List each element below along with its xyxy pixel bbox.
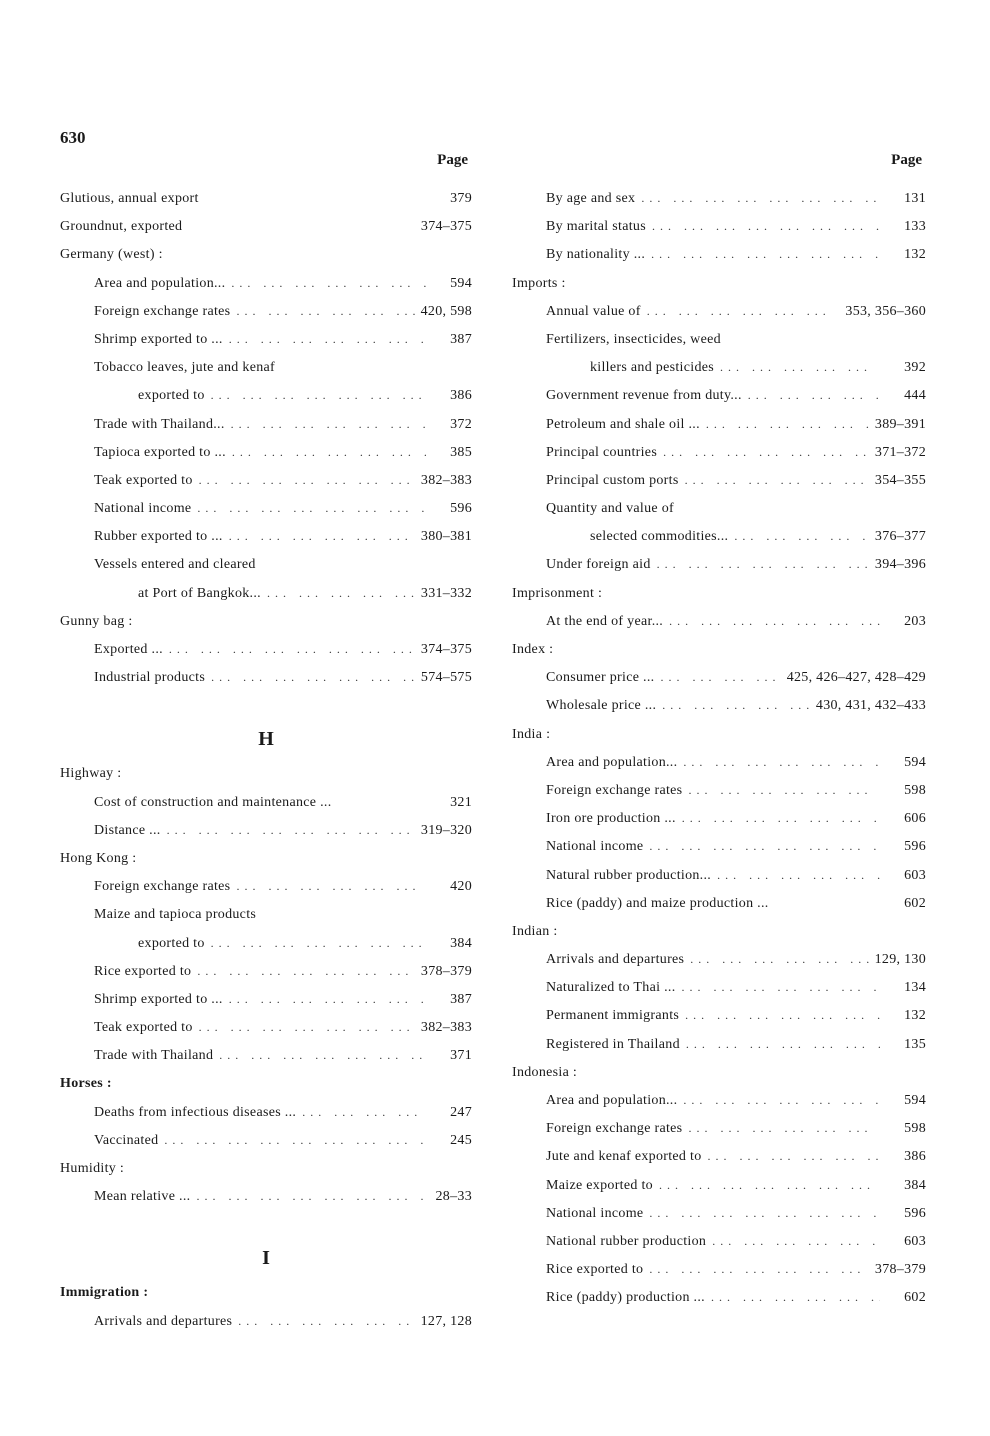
page-ref: 131 bbox=[904, 191, 926, 206]
leader-dots bbox=[229, 985, 426, 1013]
index-entry bbox=[512, 861, 926, 889]
leader-dots bbox=[197, 957, 415, 985]
page-ref: 321 bbox=[450, 794, 472, 810]
leader-dots bbox=[720, 353, 880, 381]
leader-dots bbox=[663, 438, 869, 466]
entry-text: Area and population... bbox=[94, 275, 226, 291]
entry-text: Immigration : bbox=[60, 1285, 149, 1301]
entry-text: Highway : bbox=[60, 766, 122, 782]
entry-text: Rice exported to bbox=[94, 963, 192, 979]
leader-dots bbox=[682, 973, 881, 1001]
page-ref: 353, 356–360 bbox=[845, 303, 926, 319]
index-heading bbox=[60, 607, 472, 635]
leader-dots bbox=[199, 466, 415, 494]
entry-text: Registered in Thailand bbox=[546, 1036, 680, 1052]
index-entry bbox=[512, 1030, 926, 1058]
page-ref: 382–383 bbox=[420, 1020, 472, 1036]
page-ref: 598 bbox=[904, 1121, 926, 1137]
entry-text: Exported ... bbox=[94, 642, 163, 657]
page-ref: 606 bbox=[904, 811, 926, 827]
index-entry bbox=[512, 607, 926, 635]
page-ref: 420 bbox=[450, 879, 472, 895]
entry-text: Naturalized to Thai ... bbox=[546, 980, 676, 996]
index-heading bbox=[60, 1154, 472, 1182]
entry-text: Hong Kong : bbox=[60, 850, 137, 866]
page-ref: 127, 128 bbox=[420, 1313, 472, 1329]
page-ref: 247 bbox=[450, 1104, 472, 1120]
page-ref: 129, 130 bbox=[874, 952, 926, 968]
entry-text: By nationality ... bbox=[546, 247, 646, 263]
leader-dots bbox=[229, 522, 415, 550]
section-spacer bbox=[60, 1210, 472, 1238]
entry-text: National rubber production bbox=[546, 1233, 707, 1249]
index-entry bbox=[60, 1013, 472, 1041]
entry-text: Iron ore production ... bbox=[546, 811, 676, 827]
leader-dots bbox=[236, 297, 414, 325]
entry-text: Permanent immigrants bbox=[546, 1008, 680, 1024]
index-heading bbox=[512, 579, 926, 607]
entry-text: Tapioca exported to ... bbox=[94, 444, 226, 460]
leader-dots bbox=[711, 1283, 880, 1311]
index-entry bbox=[60, 269, 472, 297]
index-entry bbox=[60, 788, 472, 816]
page-ref: 596 bbox=[904, 839, 926, 855]
page-ref: 430, 431, 432–433 bbox=[815, 698, 926, 714]
leader-dots bbox=[683, 1086, 880, 1114]
leader-dots bbox=[197, 494, 426, 522]
index-entry bbox=[512, 832, 926, 860]
index-heading bbox=[512, 635, 926, 663]
entry-text: National income bbox=[94, 501, 192, 517]
entry-text: Rubber exported to ... bbox=[94, 529, 223, 545]
entry-text: Shrimp exported to ... bbox=[94, 991, 223, 1007]
entry-text: Foreign exchange rates bbox=[94, 303, 231, 319]
entry-text: Indian : bbox=[512, 923, 558, 939]
leader-dots bbox=[660, 663, 780, 691]
index-entry bbox=[60, 353, 472, 381]
index-entry bbox=[512, 494, 926, 522]
leader-dots bbox=[211, 381, 426, 409]
page-ref: 596 bbox=[450, 501, 472, 517]
index-entries-left bbox=[60, 184, 472, 1335]
index-entry bbox=[60, 325, 472, 353]
page-header-label: Page bbox=[891, 152, 922, 168]
entry-text: Deaths from infectious diseases ... bbox=[94, 1104, 297, 1120]
index-entry bbox=[512, 297, 926, 325]
index-column-left bbox=[60, 150, 472, 1335]
page-ref: 386 bbox=[450, 388, 472, 404]
entry-text: Government revenue from duty... bbox=[546, 388, 742, 404]
index-entry bbox=[512, 1001, 926, 1029]
leader-dots bbox=[211, 929, 426, 957]
index-heading bbox=[512, 269, 926, 297]
entry-text: Index : bbox=[512, 642, 554, 657]
leader-dots bbox=[167, 816, 415, 844]
page-ref: 132 bbox=[904, 247, 926, 263]
entry-text: Wholesale price ... bbox=[546, 698, 657, 714]
index-heading bbox=[512, 720, 926, 748]
index-entry bbox=[60, 1098, 472, 1126]
index-entry bbox=[60, 297, 472, 325]
index-entry bbox=[60, 1041, 472, 1069]
entry-text: Tobacco leaves, jute and kenaf bbox=[94, 360, 275, 376]
index-entry bbox=[60, 663, 472, 691]
page-ref: 594 bbox=[904, 754, 926, 770]
page-ref: 331–332 bbox=[420, 585, 472, 601]
index-heading bbox=[60, 844, 472, 872]
entry-text: Horses : bbox=[60, 1076, 112, 1092]
index-entry bbox=[512, 1255, 926, 1283]
index-entry bbox=[512, 889, 926, 917]
entry-text: Natural rubber production... bbox=[546, 867, 712, 883]
entry-text: Mean relative ... bbox=[94, 1189, 191, 1205]
index-heading bbox=[60, 212, 472, 240]
leader-dots bbox=[734, 522, 869, 550]
index-entry bbox=[512, 1171, 926, 1199]
page-ref: 319–320 bbox=[420, 822, 472, 838]
page-ref: 133 bbox=[904, 219, 926, 235]
leader-dots bbox=[267, 579, 415, 607]
leader-dots bbox=[688, 1114, 880, 1142]
index-entry bbox=[60, 466, 472, 494]
index-entry bbox=[512, 973, 926, 1001]
index-entry bbox=[512, 1114, 926, 1142]
index-entry bbox=[512, 748, 926, 776]
leader-dots bbox=[211, 663, 415, 691]
section-spacer bbox=[60, 691, 472, 719]
leader-dots bbox=[706, 410, 869, 438]
leader-dots bbox=[662, 691, 810, 719]
entry-text: Imprisonment : bbox=[512, 585, 603, 601]
page-ref: 378–379 bbox=[874, 1262, 926, 1278]
index-entry bbox=[512, 1086, 926, 1114]
leader-dots bbox=[652, 212, 880, 240]
entry-text: Rice exported to bbox=[546, 1262, 644, 1278]
index-entry bbox=[512, 945, 926, 973]
entry-text: Vaccinated bbox=[94, 1132, 159, 1148]
page-ref: 603 bbox=[904, 1233, 926, 1249]
entry-text: exported to bbox=[138, 935, 205, 951]
page-ref: 371 bbox=[450, 1048, 472, 1064]
leader-dots bbox=[690, 945, 868, 973]
entry-text: Trade with Thailand... bbox=[94, 416, 225, 432]
entry-text: Rice (paddy) production ... bbox=[546, 1290, 705, 1306]
leader-dots bbox=[748, 381, 880, 409]
leader-dots bbox=[685, 466, 869, 494]
entry-text: Trade with Thailand bbox=[94, 1048, 214, 1064]
leader-dots bbox=[196, 1182, 426, 1210]
leader-dots bbox=[682, 804, 880, 832]
leader-dots bbox=[231, 269, 426, 297]
page-ref: 420, 598 bbox=[420, 303, 472, 319]
index-entry bbox=[512, 1199, 926, 1227]
leader-dots bbox=[717, 861, 880, 889]
leader-dots bbox=[685, 1001, 880, 1029]
leader-dots bbox=[712, 1227, 880, 1255]
index-entry bbox=[512, 381, 926, 409]
page-ref: 596 bbox=[904, 1205, 926, 1221]
index-entry bbox=[60, 1126, 472, 1154]
entry-text: Annual value of bbox=[546, 303, 641, 319]
section-letter: I bbox=[262, 1247, 270, 1270]
index-entry bbox=[60, 579, 472, 607]
entry-text: Under foreign aid bbox=[546, 557, 651, 573]
leader-dots bbox=[231, 410, 426, 438]
index-entry bbox=[512, 1283, 926, 1311]
page-ref: 394–396 bbox=[874, 557, 926, 573]
entry-text: Humidity : bbox=[60, 1161, 125, 1176]
index-heading bbox=[60, 1069, 472, 1097]
entry-text: Maize exported to bbox=[546, 1177, 653, 1193]
index-entry bbox=[60, 635, 472, 663]
entry-text: Fertilizers, insecticides, weed bbox=[546, 331, 721, 347]
leader-dots bbox=[302, 1098, 426, 1126]
entry-text: Indonesia : bbox=[512, 1064, 578, 1080]
index-entry bbox=[512, 1227, 926, 1255]
entry-text: India : bbox=[512, 726, 551, 742]
page-ref: 354–355 bbox=[874, 472, 926, 488]
index-entry bbox=[512, 438, 926, 466]
index-entry bbox=[512, 240, 926, 268]
entry-text: Area and population... bbox=[546, 1093, 678, 1108]
entry-text: Arrivals and departures bbox=[546, 952, 685, 968]
entry-text: Arrivals and departures bbox=[94, 1313, 233, 1329]
page-ref: 132 bbox=[904, 1008, 926, 1024]
page-ref: 135 bbox=[904, 1036, 926, 1052]
page-ref: 594 bbox=[904, 1093, 926, 1108]
page-ref: 425, 426–427, 428–429 bbox=[786, 670, 926, 686]
index-entry bbox=[60, 985, 472, 1013]
index-entry bbox=[512, 212, 926, 240]
leader-dots bbox=[659, 1171, 880, 1199]
index-entry bbox=[60, 410, 472, 438]
index-column-right bbox=[512, 150, 926, 1312]
index-entry bbox=[60, 1182, 472, 1210]
index-entry bbox=[512, 466, 926, 494]
entry-text: Germany (west) : bbox=[60, 247, 163, 263]
leader-dots bbox=[649, 1255, 869, 1283]
leader-dots bbox=[238, 1307, 414, 1335]
page-ref: 376–377 bbox=[874, 529, 926, 545]
index-entry bbox=[512, 522, 926, 550]
index-entry bbox=[512, 1142, 926, 1170]
page-ref: 387 bbox=[450, 331, 472, 347]
index-heading bbox=[60, 184, 472, 212]
index-heading bbox=[60, 240, 472, 268]
index-entry bbox=[512, 776, 926, 804]
entry-text: Foreign exchange rates bbox=[94, 879, 231, 895]
entry-text: Teak exported to bbox=[94, 472, 193, 488]
page-ref: 372 bbox=[450, 416, 472, 432]
index-entry bbox=[60, 550, 472, 578]
entry-text: Industrial products bbox=[94, 670, 206, 686]
page-ref: 598 bbox=[904, 782, 926, 798]
index-entry bbox=[60, 522, 472, 550]
leader-dots bbox=[657, 550, 869, 578]
index-entry bbox=[60, 872, 472, 900]
leader-dots bbox=[649, 832, 880, 860]
entry-text: Gunny bag : bbox=[60, 613, 133, 629]
page-ref: 444 bbox=[904, 388, 926, 404]
entry-text: Glutious, annual export bbox=[60, 191, 199, 206]
entry-text: Rice (paddy) and maize production ... bbox=[546, 895, 769, 911]
entry-text: At the end of year... bbox=[546, 613, 664, 629]
entry-text: Cost of construction and maintenance ... bbox=[94, 794, 332, 810]
entry-text: Consumer price ... bbox=[546, 670, 655, 686]
page-ref: 379 bbox=[450, 191, 472, 206]
page-column-header bbox=[512, 150, 926, 184]
index-entry bbox=[512, 353, 926, 381]
entry-text: Quantity and value of bbox=[546, 501, 674, 517]
page-ref: 384 bbox=[450, 935, 472, 951]
entry-text: Principal countries bbox=[546, 444, 658, 460]
entry-text: Distance ... bbox=[94, 822, 161, 838]
index-entry bbox=[512, 663, 926, 691]
index-entry bbox=[512, 691, 926, 719]
entry-text: Foreign exchange rates bbox=[546, 1121, 683, 1137]
index-entry bbox=[512, 550, 926, 578]
entry-text: Groundnut, exported bbox=[60, 219, 183, 235]
leader-dots bbox=[236, 872, 426, 900]
index-entry bbox=[60, 494, 472, 522]
entry-text: Petroleum and shale oil ... bbox=[546, 416, 700, 432]
page-ref: 378–379 bbox=[420, 963, 472, 979]
page-ref: 134 bbox=[904, 980, 926, 996]
page-ref: 603 bbox=[904, 867, 926, 883]
page-ref: 203 bbox=[904, 613, 926, 629]
leader-dots bbox=[647, 297, 840, 325]
entry-text: National income bbox=[546, 1205, 644, 1221]
leader-dots bbox=[164, 1126, 426, 1154]
page-header-label: Page bbox=[437, 152, 468, 168]
section-letter: H bbox=[258, 728, 274, 751]
entry-text: killers and pesticides bbox=[590, 360, 715, 376]
leader-dots bbox=[232, 438, 426, 466]
index-entry bbox=[60, 957, 472, 985]
leader-dots bbox=[686, 1030, 880, 1058]
entry-text: Area and population... bbox=[546, 754, 678, 770]
index-heading bbox=[512, 1058, 926, 1086]
index-entry bbox=[60, 816, 472, 844]
page-ref: 602 bbox=[904, 895, 926, 911]
index-entry bbox=[512, 804, 926, 832]
page-ref: 374–375 bbox=[420, 642, 472, 657]
page-ref: 594 bbox=[450, 275, 472, 291]
page-ref: 602 bbox=[904, 1290, 926, 1306]
index-entries-right bbox=[512, 184, 926, 1312]
page-ref: 386 bbox=[904, 1149, 926, 1165]
index-entry bbox=[512, 410, 926, 438]
leader-dots bbox=[683, 748, 880, 776]
index-entry bbox=[60, 900, 472, 928]
index-entry bbox=[60, 381, 472, 409]
page-ref: 245 bbox=[450, 1132, 472, 1148]
leader-dots bbox=[229, 325, 426, 353]
page-ref: 574–575 bbox=[420, 670, 472, 686]
entry-text: Shrimp exported to ... bbox=[94, 331, 223, 347]
leader-dots bbox=[169, 635, 415, 663]
entry-text: selected commodities... bbox=[590, 529, 729, 545]
index-heading bbox=[512, 917, 926, 945]
index-heading bbox=[60, 1278, 472, 1306]
index-entry bbox=[60, 438, 472, 466]
entry-text: Vessels entered and cleared bbox=[94, 557, 256, 573]
page-ref: 384 bbox=[904, 1177, 926, 1193]
leader-dots bbox=[688, 776, 880, 804]
index-entry bbox=[60, 1307, 472, 1335]
page-ref: 389–391 bbox=[874, 416, 926, 432]
entry-text: National income bbox=[546, 839, 644, 855]
page-ref: 380–381 bbox=[420, 529, 472, 545]
entry-text: Teak exported to bbox=[94, 1020, 193, 1036]
entry-text: Maize and tapioca products bbox=[94, 907, 257, 923]
entry-text: Imports : bbox=[512, 275, 566, 291]
leader-dots bbox=[708, 1142, 880, 1170]
entry-text: exported to bbox=[138, 388, 205, 404]
page-ref: 28–33 bbox=[435, 1189, 472, 1205]
entry-text: By age and sex bbox=[546, 191, 636, 206]
entry-text: at Port of Bangkok... bbox=[138, 585, 261, 601]
index-entry bbox=[60, 929, 472, 957]
index-heading bbox=[60, 759, 472, 787]
entry-text: By marital status bbox=[546, 219, 646, 235]
leader-dots bbox=[669, 607, 880, 635]
leader-dots bbox=[649, 1199, 880, 1227]
page-ref: 382–383 bbox=[420, 472, 472, 488]
entry-text: Principal custom ports bbox=[546, 472, 679, 488]
entry-text: Foreign exchange rates bbox=[546, 782, 683, 798]
page-ref: 385 bbox=[450, 444, 472, 460]
index-entry bbox=[512, 325, 926, 353]
page-ref: 371–372 bbox=[874, 444, 926, 460]
page-column-header bbox=[60, 150, 472, 184]
leader-dots bbox=[651, 240, 880, 268]
page-ref: 392 bbox=[904, 360, 926, 376]
index-entry bbox=[512, 184, 926, 212]
page-ref: 387 bbox=[450, 991, 472, 1007]
page-number: 630 bbox=[60, 128, 86, 147]
leader-dots bbox=[641, 184, 880, 212]
leader-dots bbox=[219, 1041, 426, 1069]
entry-text: Jute and kenaf exported to bbox=[546, 1149, 702, 1165]
leader-dots bbox=[199, 1013, 415, 1041]
page-ref: 374–375 bbox=[420, 219, 472, 235]
